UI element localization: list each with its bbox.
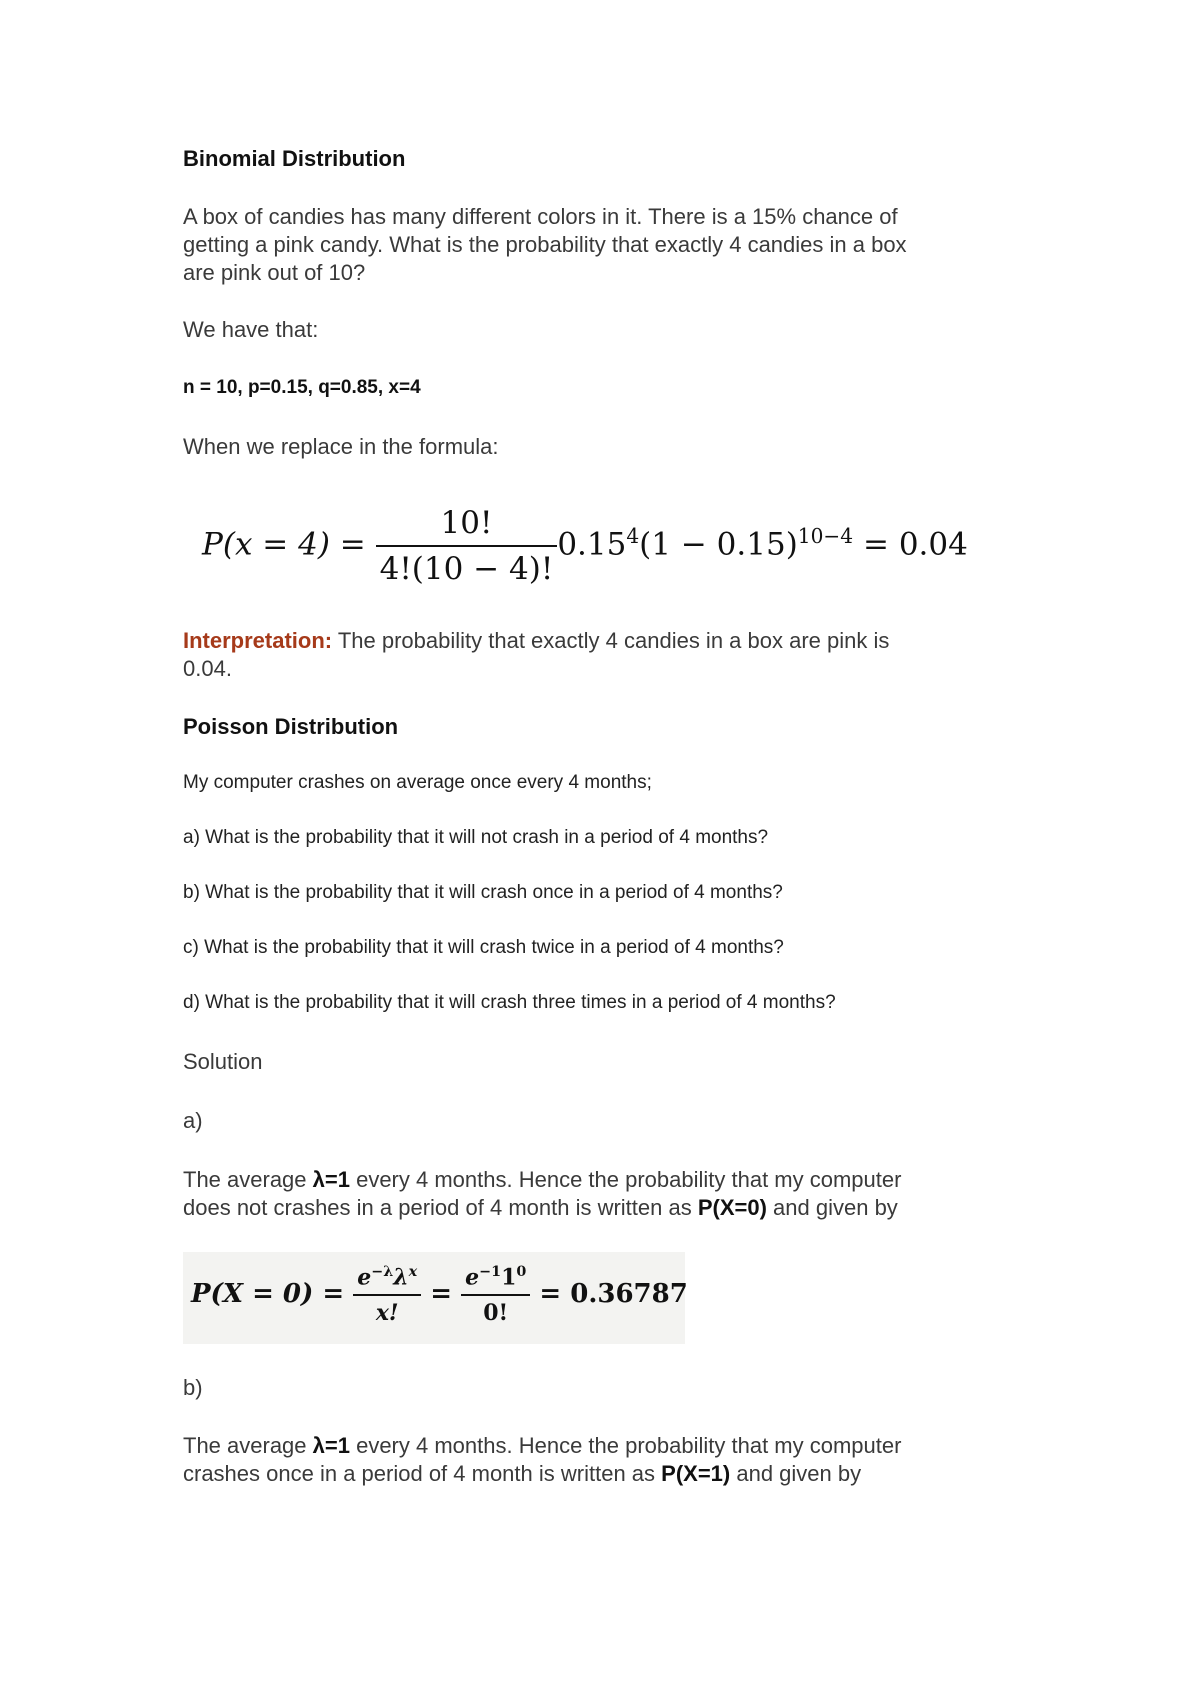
poisson-fraction-2: [461, 1264, 530, 1326]
interpretation-line-2: 0.04.: [183, 656, 232, 681]
formula-numerator: 10!: [440, 505, 493, 541]
part-b-mid: every 4 months. Hence the probability that my computer: [349, 1433, 902, 1458]
poisson-formula-lhs: P(X = 0) =: [191, 1279, 345, 1310]
poisson-formula-result: = 0.36787: [539, 1279, 688, 1310]
question-d: d) What is the probability that it will crash three times in a period of 4 months?: [183, 992, 836, 1013]
poisson-title: Poisson Distribution: [183, 714, 399, 739]
part-b-line2-suffix: and given by: [730, 1461, 862, 1486]
pf2-den: 0!: [461, 1294, 530, 1326]
question-c: c) What is the probability that it will crash twice in a period of 4 months?: [183, 937, 784, 958]
pf1-e: e: [357, 1264, 372, 1291]
formula-exp-2: 10−4: [797, 524, 854, 549]
formula-denominator: 4!(10 − 4)!: [376, 545, 558, 587]
pf1-lambda: λ: [393, 1264, 409, 1291]
binomial-problem-line-3: are pink out of 10?: [183, 260, 366, 285]
binomial-formula: [202, 505, 968, 587]
binomial-problem-line-2: getting a pink candy. What is the probability that exactly 4 candies in a box: [183, 232, 907, 257]
formula-exp-1: 4: [626, 524, 640, 549]
formula-fraction: [376, 505, 558, 587]
binomial-title: Binomial Distribution: [183, 146, 406, 171]
interpretation-text: The probability that exactly 4 candies in a box are pink is: [332, 628, 890, 653]
formula-result: = 0.04: [862, 526, 968, 563]
binomial-params: n = 10, p=0.15, q=0.85, x=4: [183, 377, 421, 398]
part-a-label: a): [183, 1108, 203, 1133]
pf2-e: e: [465, 1264, 480, 1291]
pf1-den: x!: [353, 1294, 421, 1326]
poisson-formula-eq: =: [430, 1279, 453, 1310]
binomial-problem-line-1: A box of candies has many different colors in it. There is a 15% chance of: [183, 204, 898, 229]
poisson-formula: [191, 1264, 688, 1326]
part-a-line-1: [183, 1166, 901, 1194]
part-a-line2-prefix: does not crashes in a period of 4 month is written as: [183, 1195, 698, 1220]
pf1-lambda-sup: x: [408, 1264, 418, 1280]
part-b-px: P(X=1): [661, 1461, 731, 1486]
poisson-intro: My computer crashes on average once every 4 months;: [183, 772, 652, 793]
poisson-fraction-1: [353, 1264, 421, 1326]
pf2-one: 1: [501, 1264, 517, 1291]
pf2-e-sup: −1: [479, 1264, 502, 1280]
pf1-e-sup: −λ: [371, 1264, 394, 1280]
formula-base-1: 0.15: [557, 526, 627, 563]
part-a-line-2: [183, 1194, 898, 1222]
interpretation-line-1: [183, 627, 889, 655]
part-a-lambda: λ=1: [312, 1167, 350, 1192]
part-b-lambda: λ=1: [312, 1433, 350, 1458]
part-a-px: P(X=0): [697, 1195, 767, 1220]
part-a-line2-suffix: and given by: [766, 1195, 898, 1220]
replace-formula-text: When we replace in the formula:: [183, 434, 499, 459]
part-a-mid: every 4 months. Hence the probability that my computer: [349, 1167, 902, 1192]
part-b-line2-prefix: crashes once in a period of 4 month is written as: [183, 1461, 662, 1486]
part-b-prefix: The average: [183, 1433, 313, 1458]
pf2-one-sup: 0: [516, 1264, 527, 1280]
solution-label: Solution: [183, 1049, 263, 1074]
formula-lhs: P(x = 4) =: [202, 526, 366, 563]
part-b-label: b): [183, 1375, 203, 1400]
part-b-line-1: [183, 1432, 901, 1460]
part-b-line-2: [183, 1460, 861, 1488]
formula-base-2: (1 − 0.15): [639, 526, 798, 563]
question-a: a) What is the probability that it will not crash in a period of 4 months?: [183, 827, 769, 848]
poisson-formula-box: [183, 1252, 688, 1344]
we-have-that: We have that:: [183, 317, 319, 342]
part-a-prefix: The average: [183, 1167, 313, 1192]
question-b: b) What is the probability that it will crash once in a period of 4 months?: [183, 882, 783, 903]
interpretation-label: Interpretation:: [183, 628, 333, 653]
